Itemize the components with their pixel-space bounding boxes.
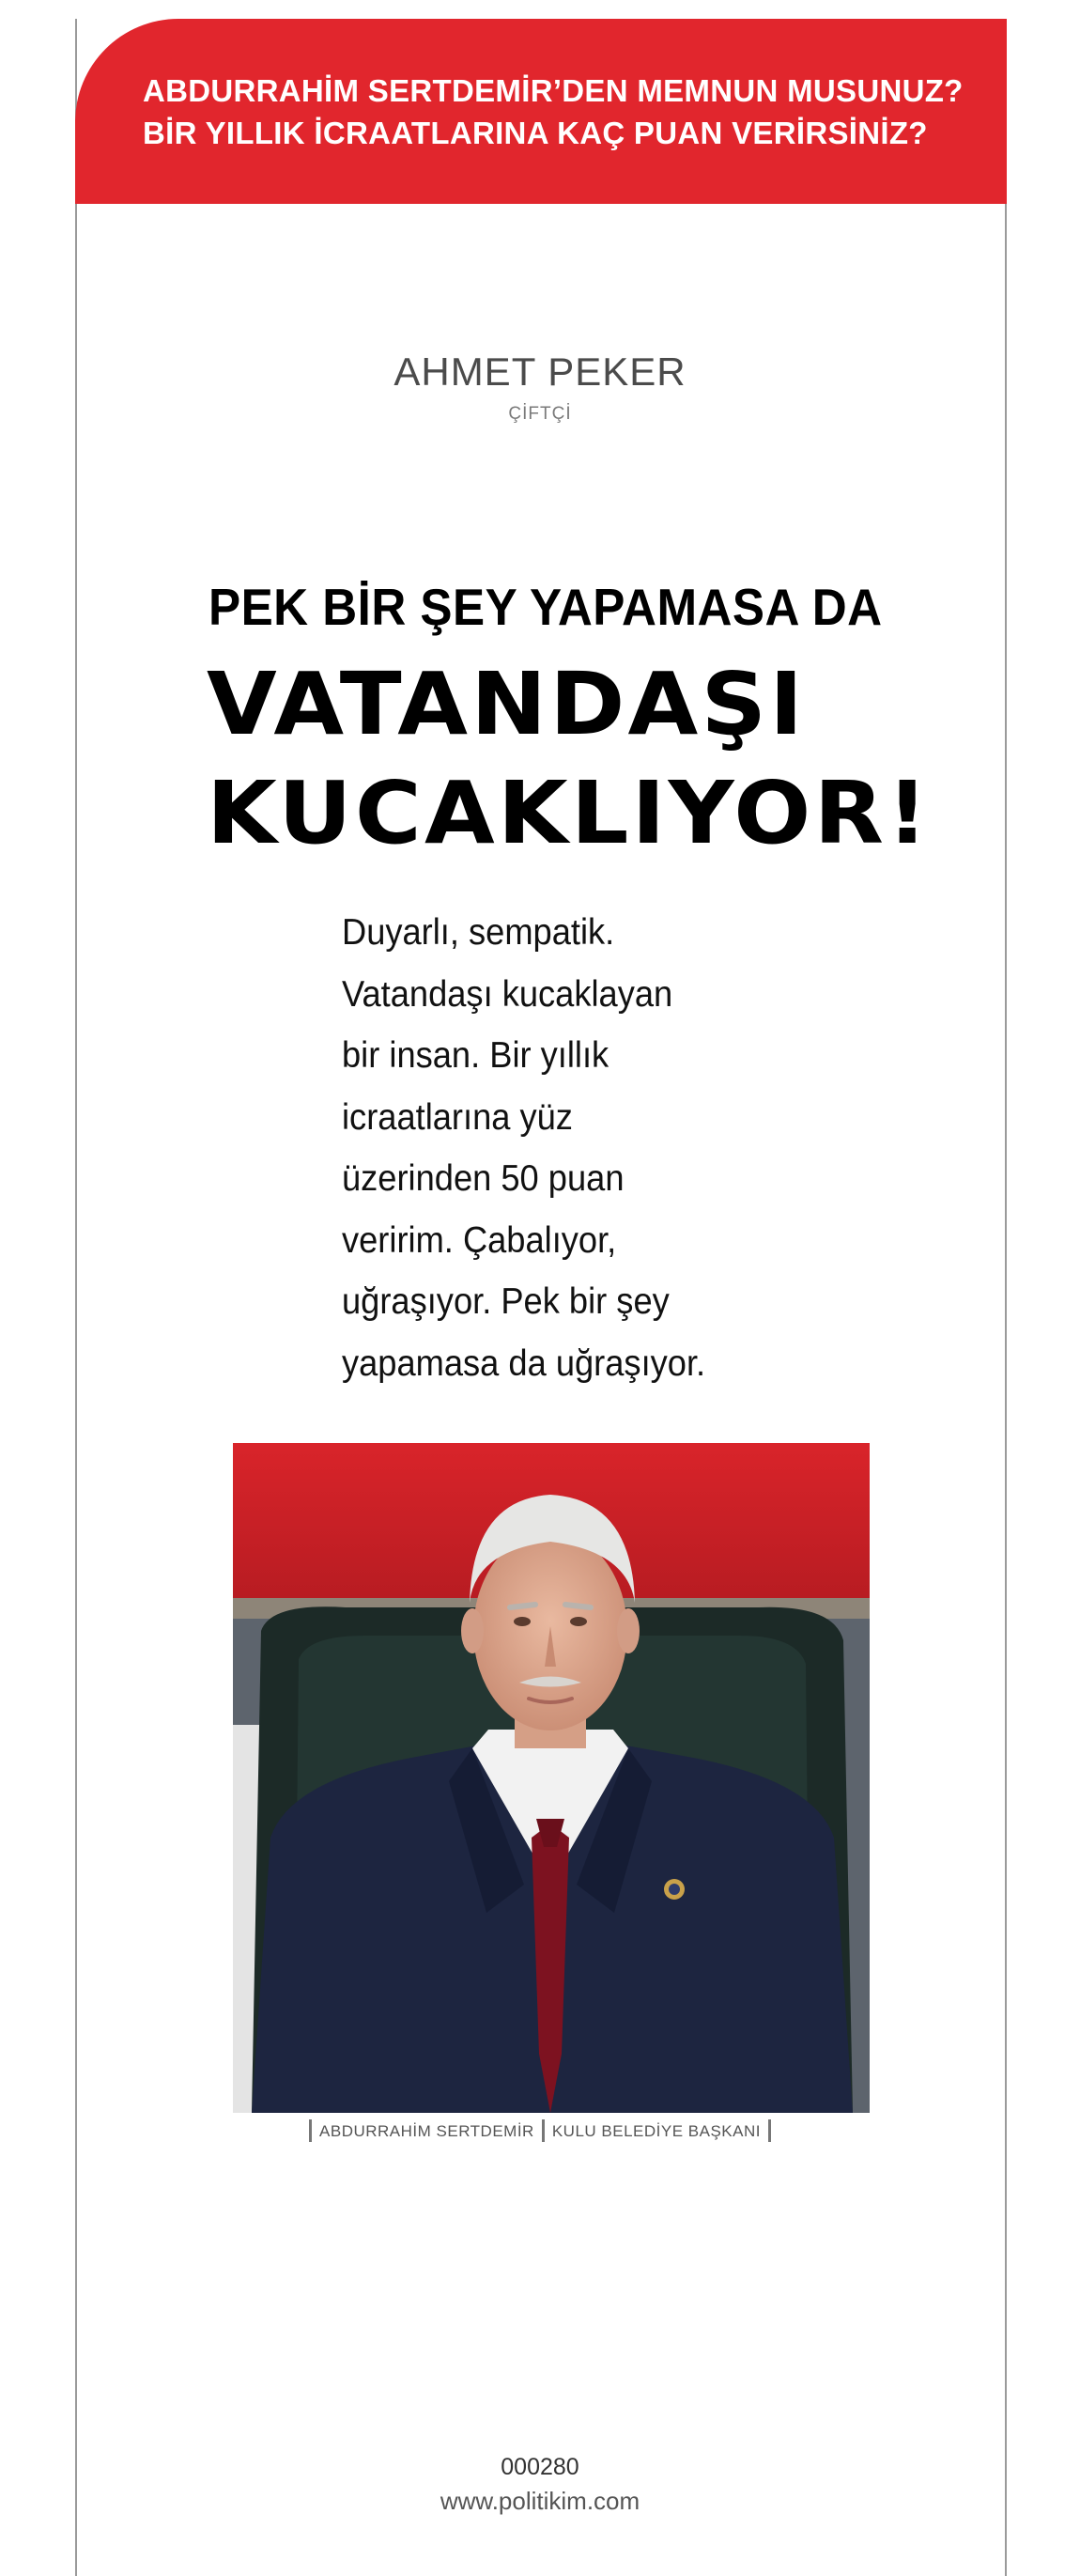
quote-line: Duyarlı, sempatik. xyxy=(342,912,615,953)
caption-divider xyxy=(542,2119,545,2142)
photo-caption xyxy=(0,2119,1080,2142)
banner-question-line-2: BİR YILLIK İCRAATLARINA KAÇ PUAN VERİRSİNİZ? xyxy=(143,116,928,150)
respondent-role: ÇİFTÇİ xyxy=(508,404,572,424)
caption-divider xyxy=(768,2119,771,2142)
quote-line: bir insan. Bir yıllık xyxy=(342,1035,609,1076)
quote-line: yapamasa da uğraşıyor. xyxy=(342,1342,706,1384)
quote-line: icraatlarına yüz xyxy=(342,1096,573,1138)
caption-divider xyxy=(309,2119,312,2142)
headline xyxy=(207,650,931,868)
footer-website-link[interactable]: www.politikim.com xyxy=(440,2487,640,2515)
headline-line-2: KUCAKLIYOR! xyxy=(207,763,932,863)
question-banner xyxy=(75,19,1007,204)
headline-kicker: PEK BİR ŞEY YAPAMASA DA xyxy=(208,578,883,636)
caption-person-name: ABDURRAHİM SERTDEMİR xyxy=(319,2122,534,2140)
respondent-quote xyxy=(342,902,774,1394)
caption-person-title: KULU BELEDİYE BAŞKANI xyxy=(551,2122,761,2140)
quote-line: veririm. Çabalıyor, xyxy=(342,1219,617,1261)
mayor-portrait-photo xyxy=(233,1443,870,2113)
respondent-name: AHMET PEKER xyxy=(393,349,687,394)
quote-line: Vatandaşı kucaklayan xyxy=(342,973,673,1015)
portrait-photo-icon xyxy=(233,1443,870,2113)
quote-line: üzerinden 50 puan xyxy=(342,1158,625,1199)
banner-question-line-1: ABDURRAHİM SERTDEMİR’DEN MEMNUN MUSUNUZ? xyxy=(143,73,964,108)
headline-line-1: VATANDAŞI xyxy=(207,654,807,754)
quote-line: uğraşıyor. Pek bir şey xyxy=(342,1281,670,1322)
footer-code: 000280 xyxy=(501,2454,579,2480)
